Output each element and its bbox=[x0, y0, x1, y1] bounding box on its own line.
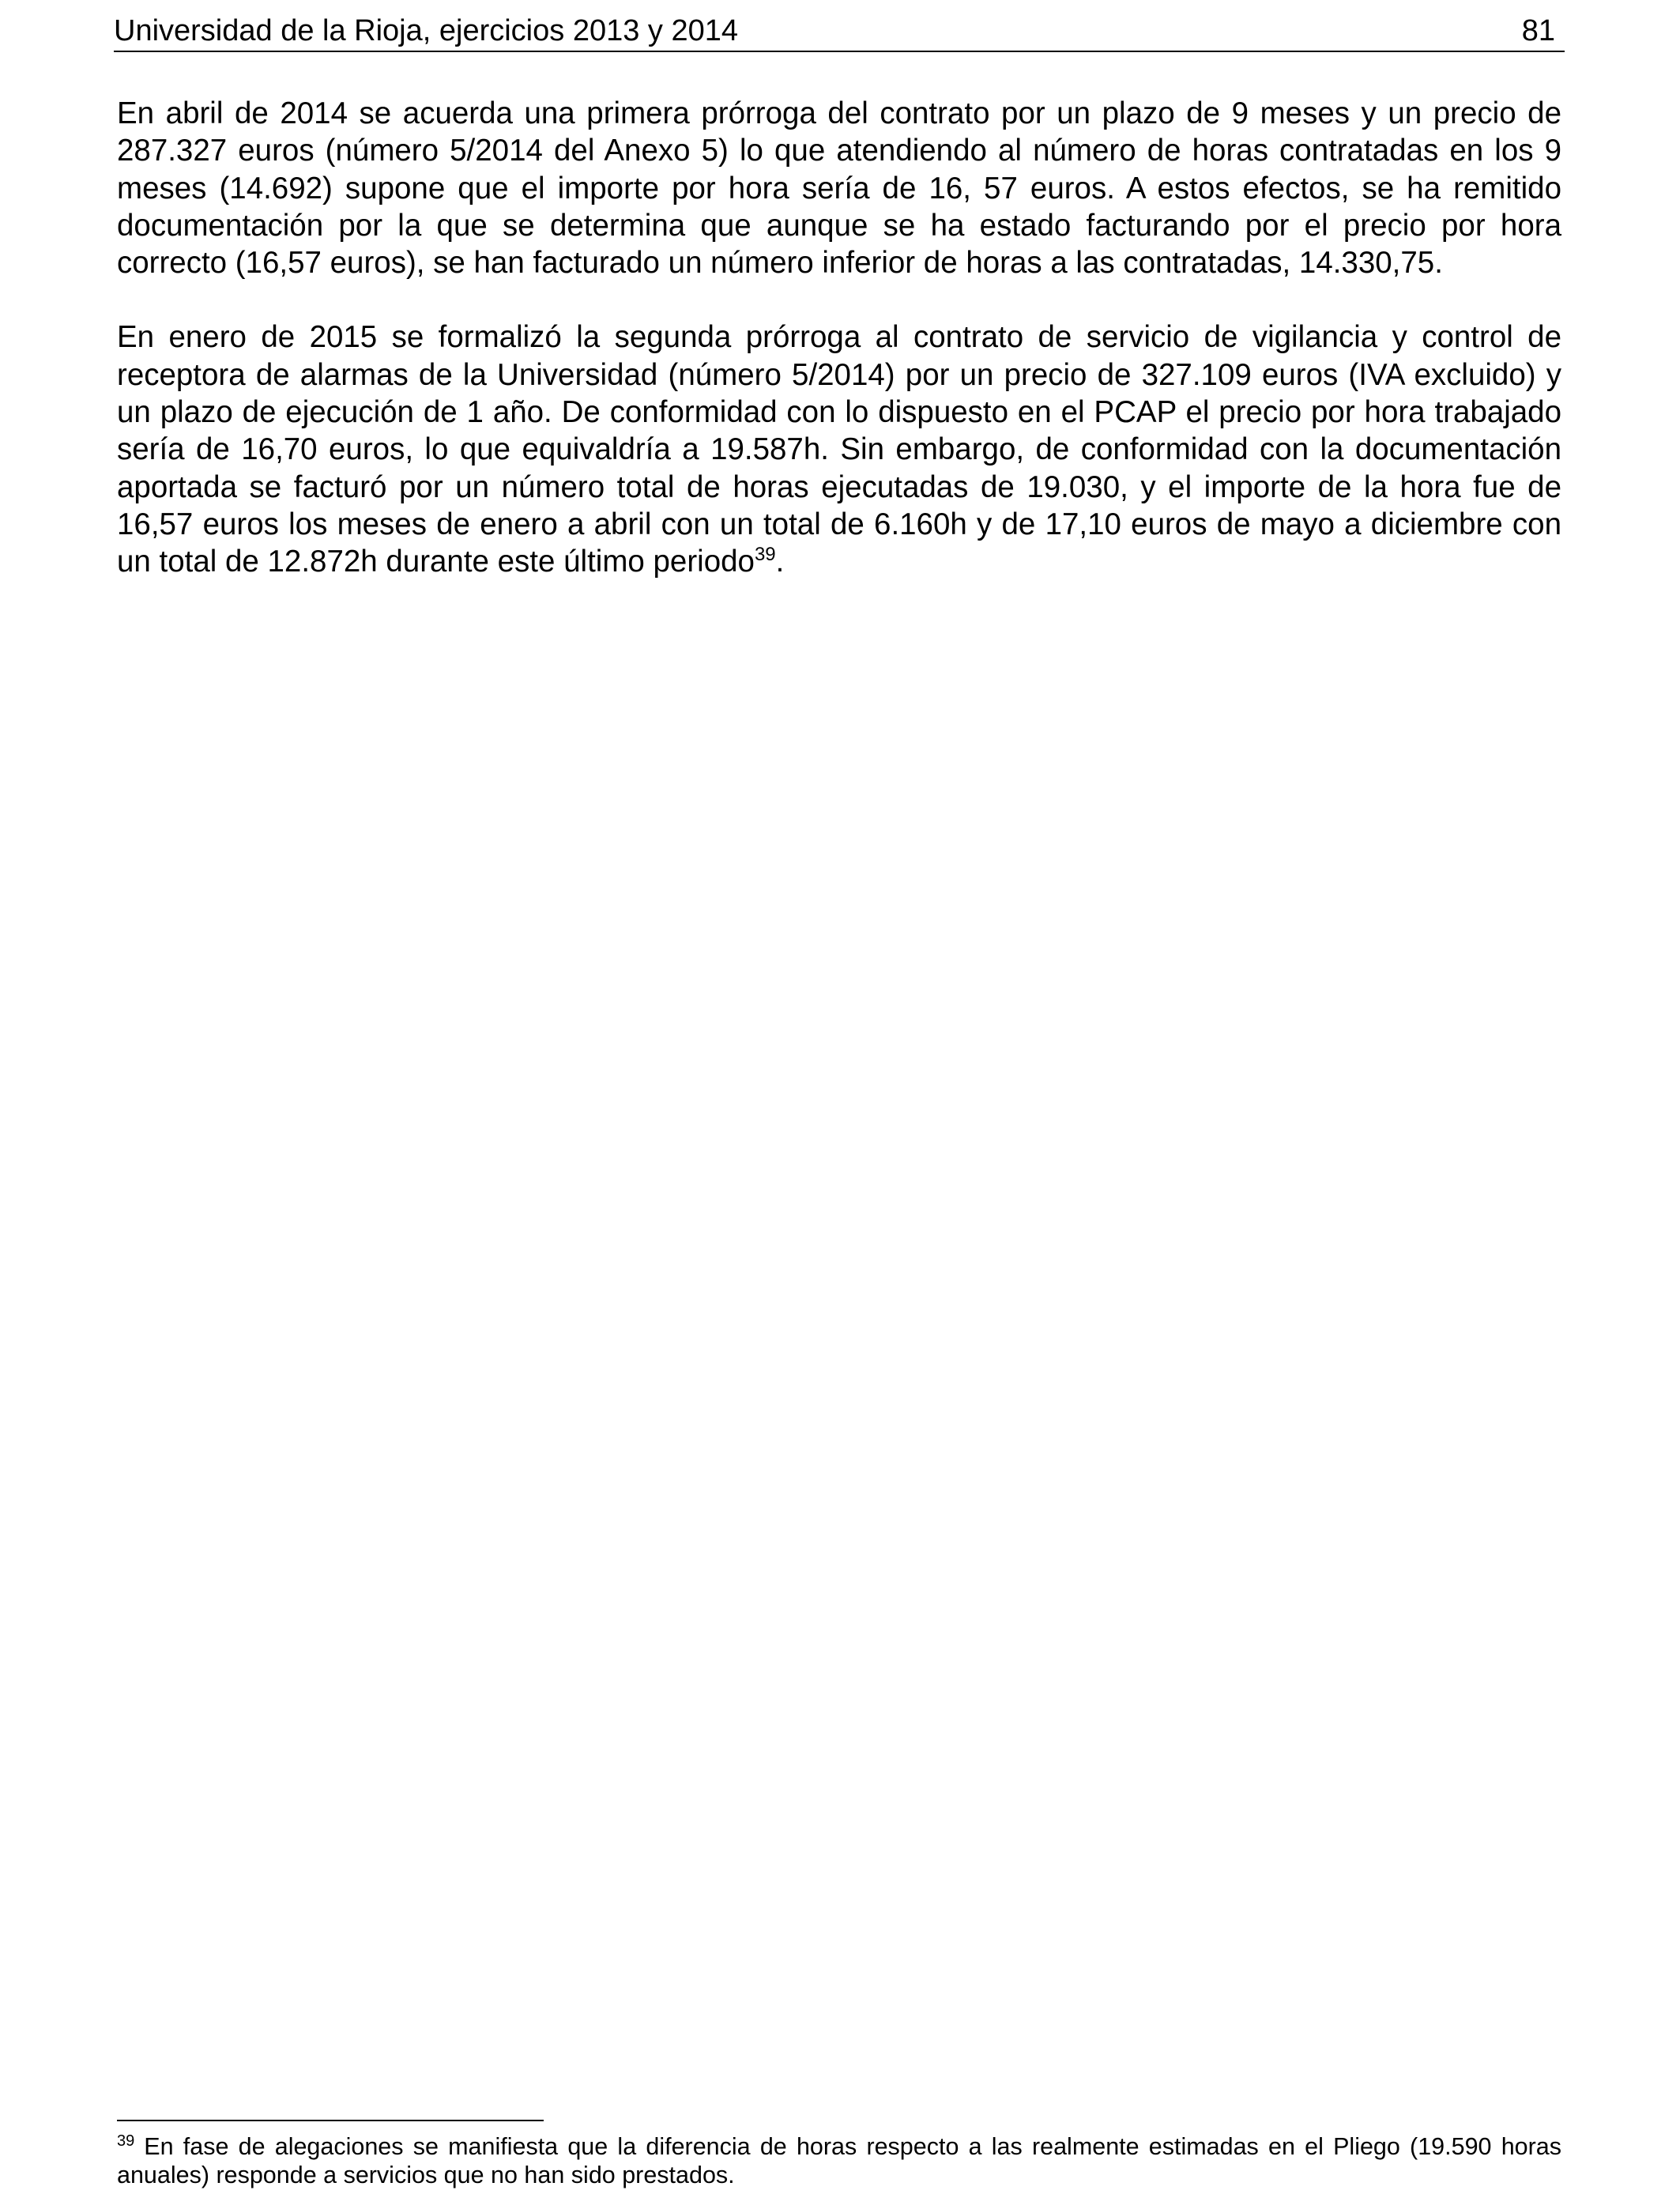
page-header bbox=[114, 11, 1565, 52]
footnote bbox=[117, 2132, 1561, 2189]
footnote-separator bbox=[117, 2120, 544, 2121]
document-body bbox=[117, 95, 1561, 581]
footnote-reference[interactable]: 39 bbox=[754, 544, 776, 566]
footnote-text: En fase de alegaciones se manifiesta que la diferencia de horas respecto a las realmente estimadas en el Pliego (19.590 horas anuales) responde a servicios que no han sido prestados. bbox=[117, 2133, 1561, 2188]
page-number: 81 bbox=[1521, 14, 1555, 47]
paragraph-second-extension bbox=[117, 319, 1561, 580]
paragraph-end-punctuation: . bbox=[775, 545, 785, 579]
document-title: Universidad de la Rioja, ejercicios 2013 y 2014 bbox=[114, 14, 739, 47]
paragraph-first-extension bbox=[117, 95, 1561, 281]
paragraph-text: En enero de 2015 se formalizó la segunda prórroga al contrato de servicio de vigilancia y control de receptora de alarmas de la Universidad (número 5/2014) por un precio de 327.109 euros (IVA excluido) y un plazo de ejecución de 1 año. De conformidad con lo dispuesto en el PCAP el precio por hora trabajado sería de 16,70 euros, lo que equivaldría a 19.587h. Sin embargo, de conformidad con la documentación aportada se facturó por un número total de horas ejecutadas de 19.030, y el importe de la hora fue de 16,57 euros los meses de enero a abril con un total de 6.160h y de 17,10 euros de mayo a diciembre con un total de 12.872h durante este último periodo bbox=[117, 320, 1561, 579]
footnote-number: 39 bbox=[117, 2132, 135, 2150]
paragraph-text: En abril de 2014 se acuerda una primera prórroga del contrato por un plazo de 9 meses y un precio de 287.327 euros (número 5/2014 del Anexo 5) lo que atendiendo al número de horas contratadas en los 9 meses (14.692) supone que el importe por hora sería de 16, 57 euros. A estos efectos, se ha remitido documentación por la que se determina que aunque se ha estado facturando por el precio por hora correcto (16,57 euros), se han facturado un número inferior de horas a las contratadas, 14.330,75. bbox=[117, 96, 1561, 281]
